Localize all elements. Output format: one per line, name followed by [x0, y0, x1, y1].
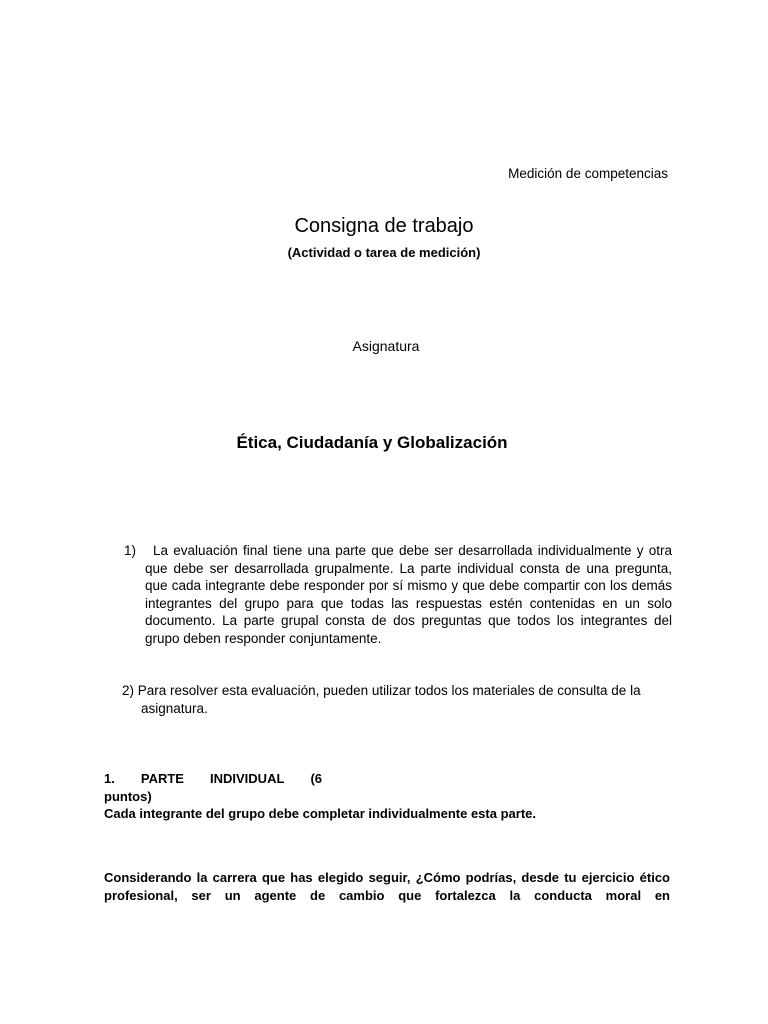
section-instruction: Cada integrante del grupo debe completar individualmente esta parte. — [104, 806, 536, 821]
section-number: 1. — [104, 771, 115, 786]
section-title-word: (6 — [310, 771, 322, 786]
page-subtitle: (Actividad o tarea de medición) — [287, 245, 481, 260]
page-title: Consigna de trabajo — [294, 215, 474, 237]
subject-name: Ética, Ciudadanía y Globalización — [236, 433, 508, 452]
question-text: Considerando la carrera que has elegido seguir, ¿Cómo podrías, desde tu ejercicio ético profesional, ser un agente de cambio que fortalezca la conducta moral en — [104, 870, 670, 903]
section-heading — [104, 770, 322, 788]
section-title-word: PARTE — [140, 771, 184, 786]
section-title-rest: puntos) — [104, 788, 152, 804]
list-item-number: 2) — [122, 683, 135, 698]
list-item-continuation: asignatura. — [141, 700, 208, 716]
section-title-word: INDIVIDUAL — [210, 771, 285, 786]
list-item-2 — [122, 682, 672, 717]
subject-label: Asignatura — [352, 338, 420, 354]
header-title: Medición de competencias — [508, 166, 668, 181]
list-item-number: 1) — [124, 543, 137, 558]
list-item-1 — [124, 542, 672, 647]
list-item-text: La evaluación final tiene una parte que debe ser desarrollada individualmente y otra que debe ser desarrollada grupalmente. La parte individual consta de una pregunta, que cada integrante debe responder por sí mismo y que debe compartir con los demás integrantes del grupo para que todas las respuestas estén contenidas en un solo documento. La parte grupal consta de dos preguntas que todos los integrantes del grupo deben responder conjuntamente. — [145, 543, 672, 646]
section-individual — [104, 770, 572, 823]
list-item-text: Para resolver esta evaluación, pueden utilizar todos los materiales de consulta de la — [137, 683, 641, 698]
